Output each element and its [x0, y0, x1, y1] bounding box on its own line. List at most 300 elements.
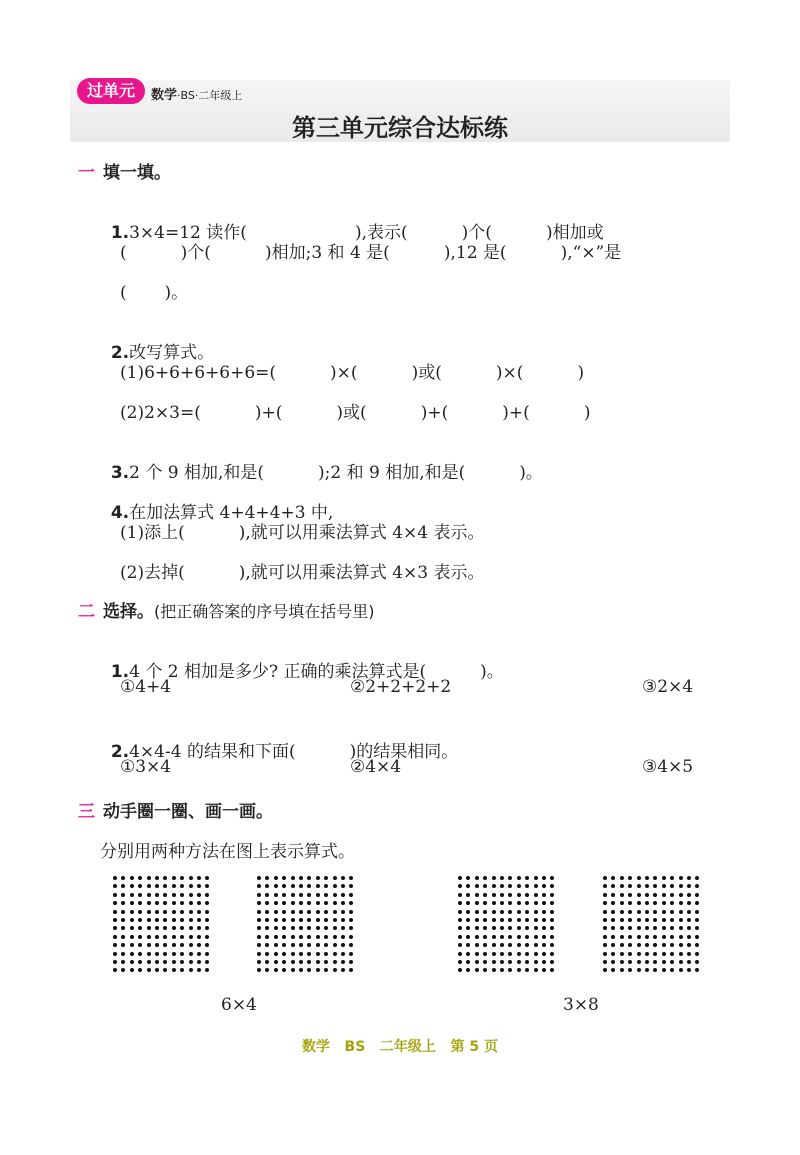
grid-dot	[147, 893, 151, 897]
grid-dot	[687, 910, 691, 914]
grid-dot	[155, 935, 159, 939]
grid-dot	[197, 876, 201, 880]
grid-dot	[517, 943, 521, 947]
grid-dot	[670, 910, 674, 914]
grid-dot	[645, 910, 649, 914]
grid-dot	[197, 960, 201, 964]
grid-dot	[458, 884, 462, 888]
grid-dot	[299, 935, 303, 939]
grid-dot	[466, 893, 470, 897]
grid-dot	[653, 893, 657, 897]
q2-sub2: (2)2×3=( )+( )或( )+( )+( )	[120, 403, 591, 423]
grid-dot	[307, 935, 311, 939]
grid-dot	[138, 968, 142, 972]
grid-dot	[163, 943, 167, 947]
grid-dot	[466, 952, 470, 956]
grid-dot	[197, 968, 201, 972]
grid-dot	[113, 960, 117, 964]
grid-dot	[670, 918, 674, 922]
grid-dot	[620, 960, 624, 964]
grid-dot	[637, 926, 641, 930]
grid-dot	[197, 893, 201, 897]
grid-dot	[307, 884, 311, 888]
grid-dot	[197, 952, 201, 956]
grid-dot	[662, 893, 666, 897]
grid-dot	[620, 968, 624, 972]
grid-dot	[525, 893, 529, 897]
q2-line	[100, 318, 214, 363]
grid-dot	[282, 935, 286, 939]
grid-dot	[500, 910, 504, 914]
grid-dot	[172, 935, 176, 939]
grid-dot	[500, 952, 504, 956]
grid-dot	[180, 968, 184, 972]
grid-dot	[324, 935, 328, 939]
grid-dot	[130, 918, 134, 922]
grid-dot	[291, 952, 295, 956]
dot-grid-3[interactable]	[458, 876, 559, 977]
grid-dot	[645, 935, 649, 939]
grid-dot	[662, 918, 666, 922]
grid-dot	[508, 935, 512, 939]
grid-dot	[637, 943, 641, 947]
grid-dot	[466, 910, 470, 914]
grid-dot	[542, 943, 546, 947]
grid-dot	[492, 943, 496, 947]
section-2-title: 选择。	[103, 602, 154, 622]
grid-dot	[628, 918, 632, 922]
grid-dot	[299, 968, 303, 972]
grid-dot	[611, 893, 615, 897]
grid-dot	[662, 910, 666, 914]
grid-dot	[291, 901, 295, 905]
grid-dot	[517, 918, 521, 922]
grid-dot	[180, 901, 184, 905]
grid-dot	[333, 935, 337, 939]
grid-dot	[307, 918, 311, 922]
grid-dot	[307, 952, 311, 956]
grid-dot	[492, 876, 496, 880]
grid-dot	[265, 910, 269, 914]
grid-dot	[180, 935, 184, 939]
grid-dot	[628, 876, 632, 880]
grid-dot	[189, 884, 193, 888]
grid-dot	[620, 893, 624, 897]
grid-dot	[282, 968, 286, 972]
grid-dot	[316, 884, 320, 888]
grid-dot	[525, 926, 529, 930]
grid-dot	[645, 893, 649, 897]
s2-q2-option-b: ②4×4	[350, 757, 402, 777]
grid-dot	[274, 918, 278, 922]
grid-dot	[257, 893, 261, 897]
grid-dot	[274, 960, 278, 964]
grid-dot	[653, 884, 657, 888]
grid-dot	[483, 926, 487, 930]
grid-dot	[525, 943, 529, 947]
grid-dot	[458, 952, 462, 956]
grid-dot	[517, 935, 521, 939]
grid-dot	[274, 910, 278, 914]
grid-dot	[542, 968, 546, 972]
grid-dot	[603, 952, 607, 956]
grid-dot	[475, 952, 479, 956]
grid-dot	[542, 884, 546, 888]
grid-dot	[542, 876, 546, 880]
grid-dot	[299, 884, 303, 888]
grid-dot	[637, 893, 641, 897]
grid-dot	[679, 918, 683, 922]
grid-dot	[333, 943, 337, 947]
grid-dot	[282, 943, 286, 947]
grid-dot	[130, 926, 134, 930]
grid-dot	[695, 952, 699, 956]
grid-dot	[333, 910, 337, 914]
grid-dot	[687, 952, 691, 956]
grid-dot	[147, 968, 151, 972]
grid-dot	[155, 918, 159, 922]
grid-dot	[550, 960, 554, 964]
grid-dot	[121, 884, 125, 888]
grid-dot	[274, 935, 278, 939]
grid-dot	[197, 943, 201, 947]
grid-dot	[138, 926, 142, 930]
dot-grid-2[interactable]	[257, 876, 358, 977]
grid-dot	[282, 876, 286, 880]
grid-dot	[121, 943, 125, 947]
grid-dot	[341, 910, 345, 914]
grid-dot	[147, 943, 151, 947]
grid-dot	[670, 943, 674, 947]
grid-dot	[341, 960, 345, 964]
q3-text: 2 个 9 相加,和是( );2 和 9 相加,和是( )。	[129, 463, 543, 483]
grid-dot	[645, 960, 649, 964]
grid-dot	[679, 901, 683, 905]
q3-number: 3.	[110, 463, 130, 483]
dot-grid-1[interactable]	[113, 876, 214, 977]
grid-dot	[121, 918, 125, 922]
grid-dot	[333, 901, 337, 905]
grid-dot	[147, 876, 151, 880]
q1-line3: ( )。	[120, 283, 189, 303]
grid-dot	[662, 876, 666, 880]
grid-dot	[620, 901, 624, 905]
grid-dot	[138, 901, 142, 905]
grid-dot	[349, 935, 353, 939]
grid-dot	[180, 893, 184, 897]
section-3-title: 动手圈一圈、画一画。	[103, 802, 273, 822]
grid-dot	[458, 876, 462, 880]
s2-q2-number: 2.	[110, 742, 130, 762]
grid-dot	[508, 893, 512, 897]
grid-dot	[508, 876, 512, 880]
grid-dot	[282, 926, 286, 930]
grid-dot	[299, 901, 303, 905]
grid-dot	[163, 884, 167, 888]
q2-text: 改写算式。	[129, 343, 215, 363]
expression-right: 3×8	[563, 995, 599, 1015]
grid-dot	[299, 876, 303, 880]
grid-dot	[525, 918, 529, 922]
grid-dot	[299, 926, 303, 930]
grid-dot	[316, 960, 320, 964]
grid-dot	[628, 960, 632, 964]
grid-dot	[349, 876, 353, 880]
grid-dot	[138, 918, 142, 922]
grid-dot	[333, 968, 337, 972]
grid-dot	[197, 918, 201, 922]
grid-dot	[180, 918, 184, 922]
grid-dot	[299, 918, 303, 922]
s2-q1-option-c: ③2×4	[642, 677, 694, 697]
grid-dot	[163, 918, 167, 922]
grid-dot	[492, 910, 496, 914]
section-1-heading	[78, 158, 171, 183]
grid-dot	[653, 876, 657, 880]
grid-dot	[637, 901, 641, 905]
grid-dot	[180, 876, 184, 880]
grid-dot	[274, 884, 278, 888]
grid-dot	[333, 893, 337, 897]
grid-dot	[172, 918, 176, 922]
q1-line1-text: 3×4=12 读作( ),表示( )个( )相加或	[129, 223, 604, 243]
grid-dot	[113, 918, 117, 922]
grid-dot	[483, 884, 487, 888]
grid-dot	[299, 893, 303, 897]
grid-dot	[542, 893, 546, 897]
grid-dot	[483, 960, 487, 964]
grid-dot	[492, 935, 496, 939]
grid-dot	[113, 926, 117, 930]
grid-dot	[611, 918, 615, 922]
grid-dot	[603, 893, 607, 897]
grid-dot	[147, 884, 151, 888]
unit-badge: 过单元	[77, 78, 145, 104]
grid-dot	[628, 943, 632, 947]
grid-dot	[121, 960, 125, 964]
grid-dot	[620, 876, 624, 880]
grid-dot	[466, 926, 470, 930]
grid-dot	[517, 893, 521, 897]
grid-dot	[500, 893, 504, 897]
grid-dot	[333, 884, 337, 888]
grid-dot	[121, 968, 125, 972]
grid-dot	[282, 901, 286, 905]
grid-dot	[316, 952, 320, 956]
grid-dot	[679, 935, 683, 939]
grid-dot	[466, 943, 470, 947]
grid-dot	[130, 876, 134, 880]
grid-dot	[620, 952, 624, 956]
grid-dot	[695, 943, 699, 947]
grid-dot	[620, 943, 624, 947]
grid-dot	[257, 952, 261, 956]
grid-dot	[525, 968, 529, 972]
grid-dot	[695, 893, 699, 897]
section-1-number: 一	[78, 163, 95, 183]
grid-dot	[550, 876, 554, 880]
grid-dot	[307, 943, 311, 947]
grid-dot	[670, 884, 674, 888]
grid-dot	[341, 893, 345, 897]
grid-dot	[458, 968, 462, 972]
grid-dot	[603, 884, 607, 888]
grid-dot	[130, 952, 134, 956]
grid-dot	[670, 968, 674, 972]
grid-dot	[492, 901, 496, 905]
grid-dot	[662, 960, 666, 964]
grid-dot	[257, 884, 261, 888]
grid-dot	[628, 935, 632, 939]
grid-dot	[138, 910, 142, 914]
grid-dot	[307, 893, 311, 897]
grid-dot	[475, 910, 479, 914]
grid-dot	[138, 876, 142, 880]
grid-dot	[197, 926, 201, 930]
grid-dot	[333, 960, 337, 964]
grid-dot	[257, 910, 261, 914]
grid-dot	[291, 935, 295, 939]
grid-dot	[163, 935, 167, 939]
q2-number: 2.	[110, 343, 130, 363]
grid-dot	[316, 876, 320, 880]
grid-dot	[542, 935, 546, 939]
grid-dot	[130, 910, 134, 914]
s2-q1-option-a: ①4+4	[120, 677, 172, 697]
grid-dot	[205, 884, 209, 888]
q4-sub2: (2)去掉( ),就可以用乘法算式 4×3 表示。	[120, 563, 485, 583]
expression-left: 6×4	[221, 995, 257, 1015]
grid-dot	[172, 884, 176, 888]
grid-dot	[349, 893, 353, 897]
grid-dot	[172, 876, 176, 880]
grid-dot	[645, 901, 649, 905]
grid-dot	[679, 910, 683, 914]
grid-dot	[291, 893, 295, 897]
grid-dot	[670, 901, 674, 905]
q1-line2: ( )个( )相加;3 和 4 是( ),12 是( ),“×”是	[120, 243, 622, 263]
grid-dot	[257, 926, 261, 930]
grid-dot	[500, 935, 504, 939]
grid-dot	[265, 884, 269, 888]
grid-dot	[500, 968, 504, 972]
grid-dot	[282, 884, 286, 888]
grid-dot	[147, 918, 151, 922]
grid-dot	[670, 893, 674, 897]
subject-bold: 数学	[151, 88, 178, 103]
grid-dot	[483, 968, 487, 972]
grid-dot	[130, 901, 134, 905]
grid-dot	[637, 910, 641, 914]
grid-dot	[333, 952, 337, 956]
grid-dot	[662, 943, 666, 947]
grid-dot	[333, 876, 337, 880]
grid-dot	[147, 901, 151, 905]
grid-dot	[687, 935, 691, 939]
grid-dot	[653, 918, 657, 922]
grid-dot	[603, 918, 607, 922]
grid-dot	[517, 968, 521, 972]
q1-line1	[100, 198, 604, 243]
dot-grid-4[interactable]	[603, 876, 704, 977]
grid-dot	[265, 960, 269, 964]
page-title: 第三单元综合达标练	[292, 114, 508, 142]
q4-sub1: (1)添上( ),就可以用乘法算式 4×4 表示。	[120, 523, 485, 543]
s2-q1-line	[100, 637, 504, 682]
grid-dot	[316, 968, 320, 972]
grid-dot	[130, 893, 134, 897]
grid-dot	[679, 876, 683, 880]
grid-dot	[550, 943, 554, 947]
grid-dot	[603, 910, 607, 914]
grid-dot	[508, 884, 512, 888]
grid-dot	[172, 952, 176, 956]
grid-dot	[291, 960, 295, 964]
s2-q1-number: 1.	[110, 662, 130, 682]
s2-q2-option-a: ①3×4	[120, 757, 172, 777]
grid-dot	[466, 960, 470, 964]
grid-dot	[282, 952, 286, 956]
grid-dot	[653, 968, 657, 972]
grid-dot	[113, 901, 117, 905]
grid-dot	[620, 926, 624, 930]
grid-dot	[205, 893, 209, 897]
subject-rest: ·BS·二年级上	[177, 89, 243, 102]
grid-dot	[475, 918, 479, 922]
grid-dot	[291, 926, 295, 930]
grid-dot	[550, 918, 554, 922]
grid-dot	[257, 960, 261, 964]
grid-dot	[130, 943, 134, 947]
grid-dot	[189, 918, 193, 922]
grid-dot	[550, 910, 554, 914]
grid-dot	[163, 893, 167, 897]
grid-dot	[628, 893, 632, 897]
grid-dot	[645, 943, 649, 947]
grid-dot	[458, 960, 462, 964]
grid-dot	[307, 926, 311, 930]
grid-dot	[282, 893, 286, 897]
grid-dot	[316, 901, 320, 905]
grid-dot	[492, 960, 496, 964]
grid-dot	[155, 884, 159, 888]
grid-dot	[349, 943, 353, 947]
grid-dot	[147, 952, 151, 956]
grid-dot	[679, 960, 683, 964]
grid-dot	[205, 952, 209, 956]
grid-dot	[274, 943, 278, 947]
grid-dot	[525, 910, 529, 914]
grid-dot	[475, 901, 479, 905]
grid-dot	[653, 926, 657, 930]
grid-dot	[349, 968, 353, 972]
grid-dot	[130, 968, 134, 972]
grid-dot	[121, 926, 125, 930]
grid-dot	[341, 935, 345, 939]
grid-dot	[500, 884, 504, 888]
grid-dot	[628, 926, 632, 930]
grid-dot	[679, 893, 683, 897]
grid-dot	[189, 901, 193, 905]
grid-dot	[670, 935, 674, 939]
grid-dot	[466, 918, 470, 922]
grid-dot	[662, 901, 666, 905]
grid-dot	[475, 876, 479, 880]
grid-dot	[662, 926, 666, 930]
grid-dot	[492, 893, 496, 897]
grid-dot	[500, 960, 504, 964]
grid-dot	[550, 952, 554, 956]
